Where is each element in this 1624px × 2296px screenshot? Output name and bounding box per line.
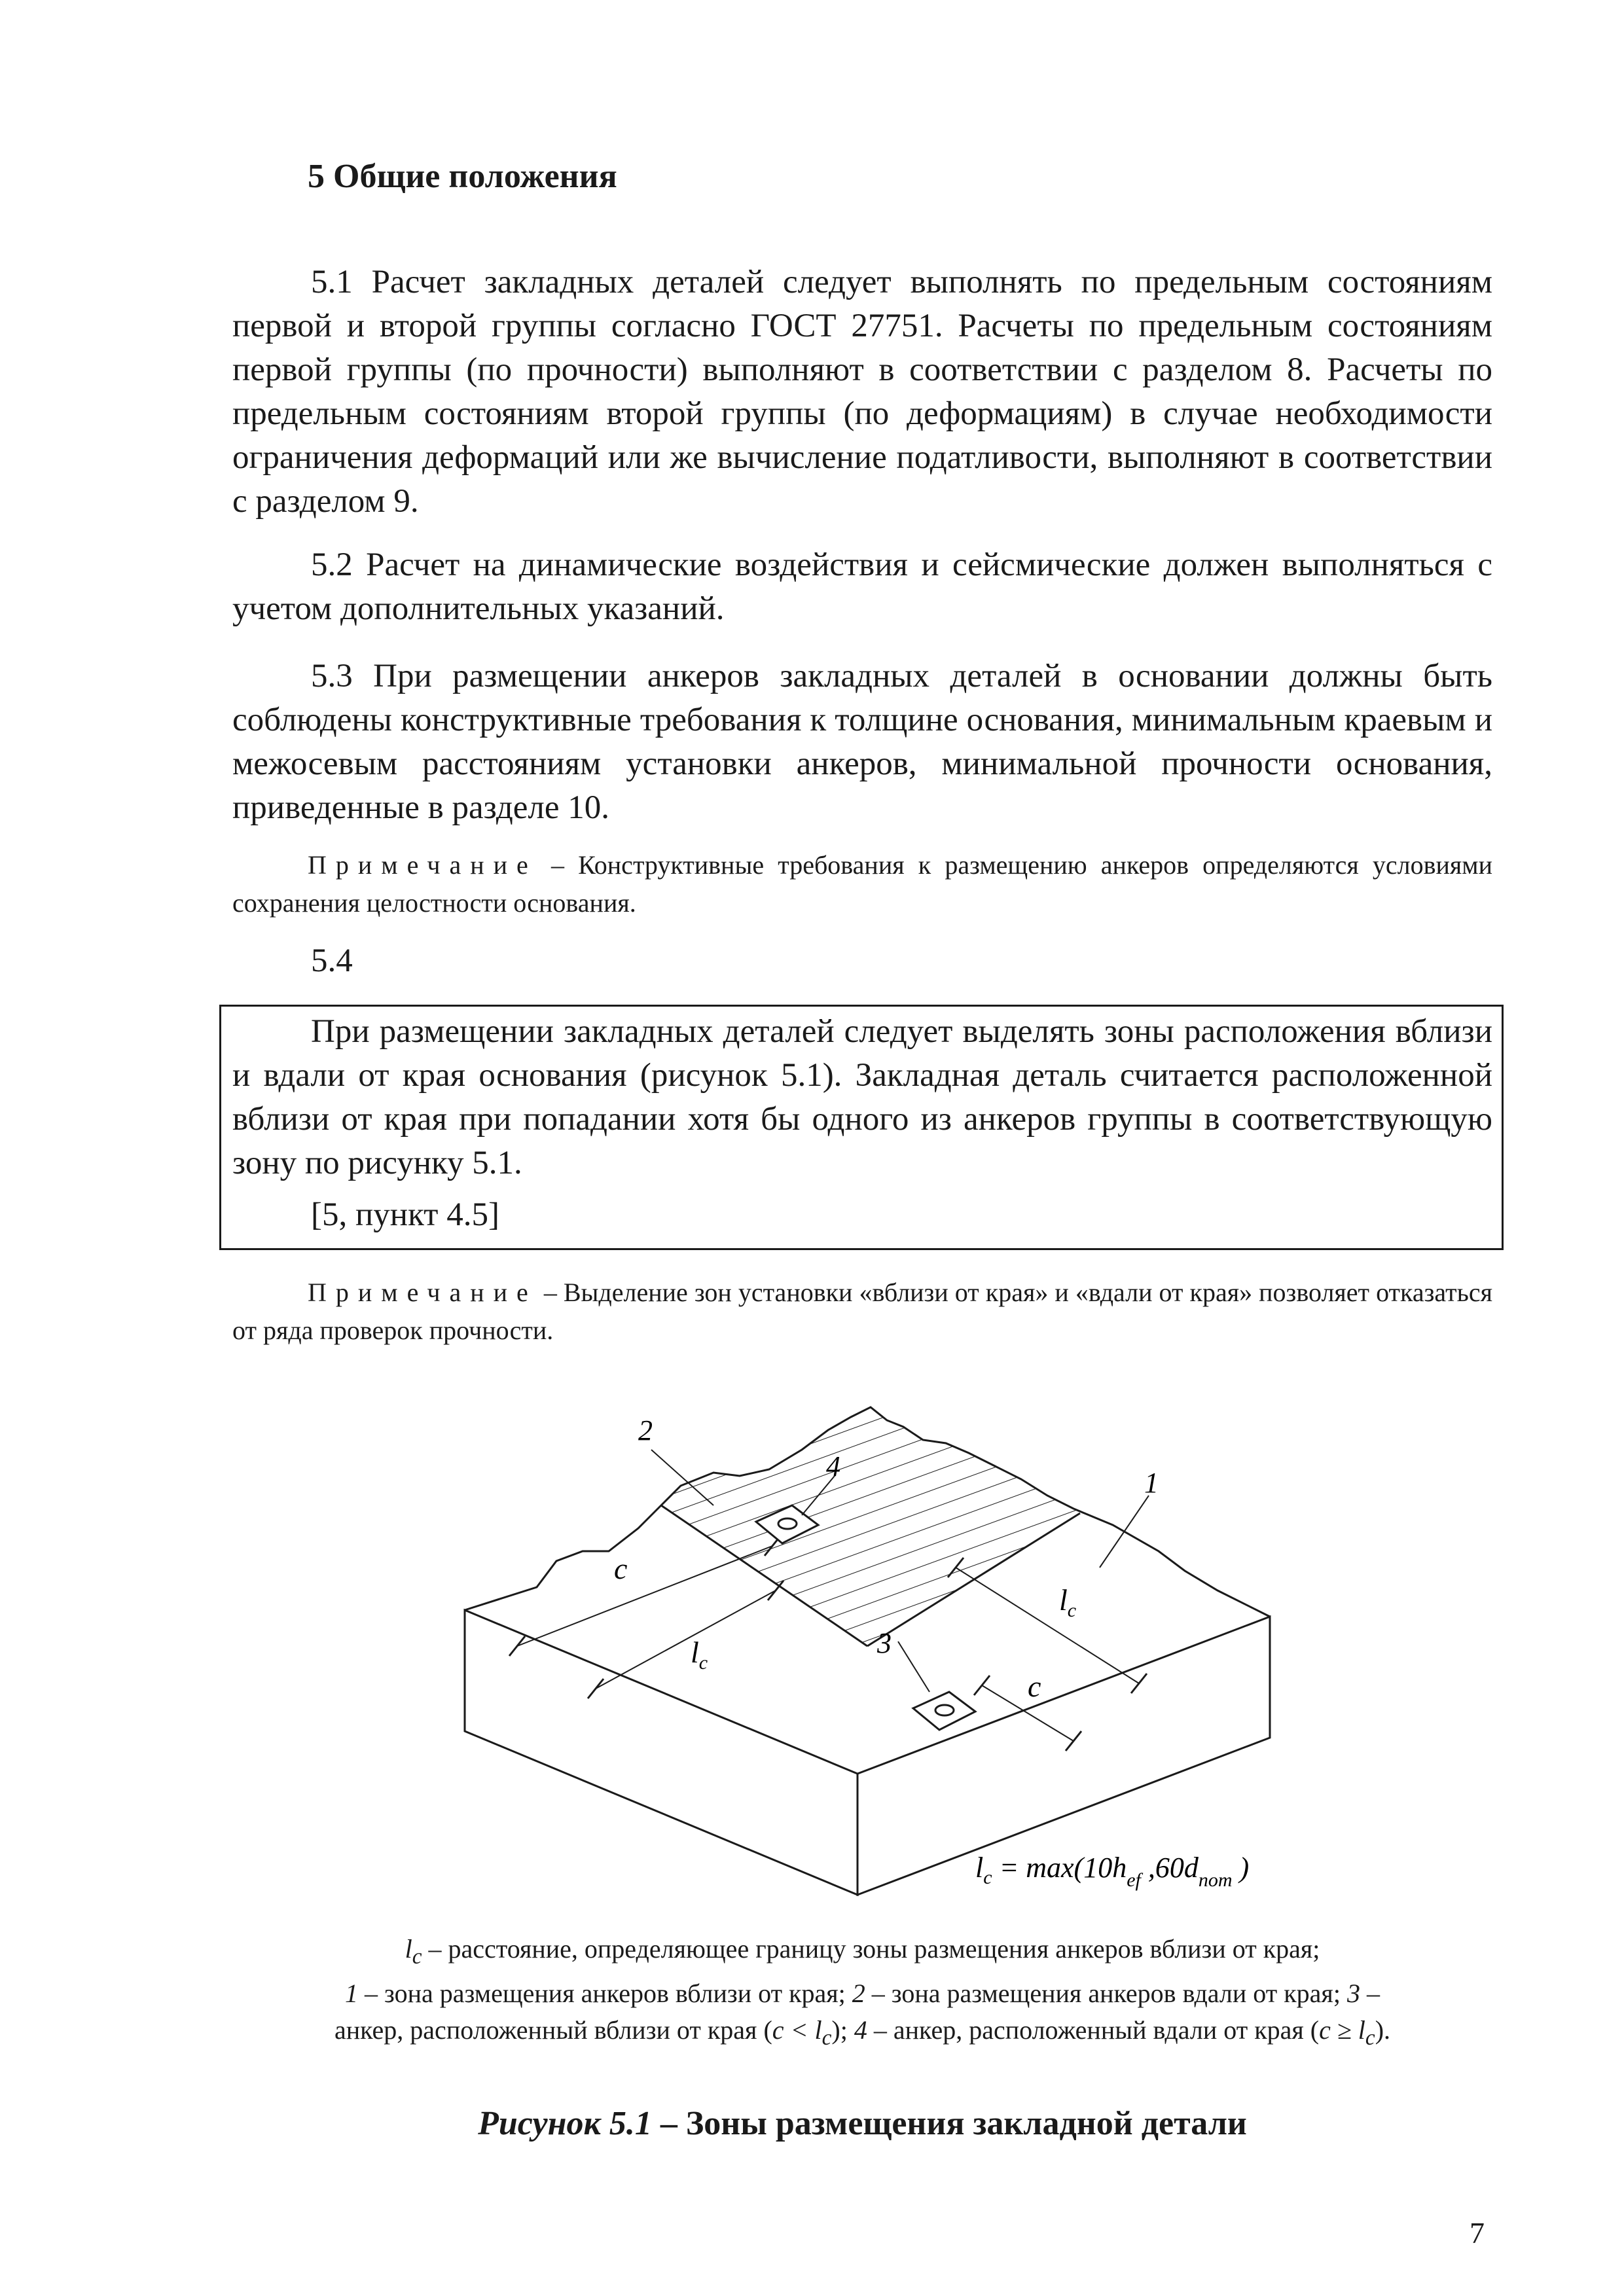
- dimension-lc-right: [956, 1568, 1139, 1683]
- box-reference: [5, пункт 4.5]: [311, 1196, 499, 1233]
- note-1-text: – Конструктивные требования к размещению анкеров определяются условиями сохранения целостности основания.: [232, 850, 1492, 918]
- anchor-plate-near: [913, 1692, 975, 1730]
- caption-line-2: 1 – зона размещения анкеров вблизи от края; 2 – зона размещения анкеров вдали от края; 3 –: [345, 1979, 1380, 2008]
- section-heading: 5 Общие положения: [308, 158, 617, 195]
- label-1: 1: [1144, 1467, 1159, 1499]
- label-c-right: c: [1028, 1670, 1041, 1703]
- figure-title-text: – Зоны размещения закладной детали: [651, 2105, 1247, 2142]
- label-2: 2: [638, 1414, 653, 1446]
- label-lc-right: $l_c$: [1059, 1583, 1077, 1621]
- figure-caption: [232, 1931, 1492, 2056]
- figure-title-label: Рисунок 5.1: [478, 2105, 652, 2142]
- paragraph-5-2-text: 5.2 Расчет на динамические воздействия и сейсмические должен выполняться с учетом дополнительных указаний.: [232, 547, 1492, 627]
- box-text: При размещении закладных деталей следует выделять зоны расположения вблизи и вдали от края основания (рисунок 5.1). Закладная деталь считается расположенной вблизи от края при попадании хотя бы одного из анкеров группы в соответствующую зону по рисунку 5.1.: [232, 1013, 1492, 1181]
- note-2-label: Примечание: [308, 1278, 537, 1307]
- paragraph-5-1-text: 5.1 Расчет закладных деталей следует выполнять по предельным состояниям первой и второй группы согласно ГОСТ 27751. Расчеты по предельным состояниям первой группы (по прочности) выполняют в соответствии с разделом 8. Расчеты по предельным состояниям второй группы (по деформациям) в случае необходимости ограничения деформаций или же вычисление податливости, выполняют в соответствии с разделом 9.: [232, 264, 1492, 520]
- label-c-left: c: [614, 1552, 628, 1585]
- paragraph-5-3-text: 5.3 При размещении анкеров закладных деталей в основании должны быть соблюдены конструктивные требования к толщине основания, минимальным краевым и межосевым расстояниям установки анкеров, минимальной прочности основания, приведенные в разделе 10.: [232, 658, 1492, 826]
- zone-far-from-edge: [661, 1407, 1080, 1646]
- note-2-text: – Выделение зон установки «вблизи от края» и «вдали от края» позволяет отказаться от ряда проверок прочности.: [232, 1278, 1492, 1345]
- label-lc-left: $l_c$: [691, 1636, 708, 1674]
- page-number: 7: [1470, 2216, 1485, 2250]
- leader-line-1: [1100, 1496, 1149, 1568]
- label-3: 3: [877, 1627, 892, 1659]
- formula-lc: $l_c = \max(10h_{ef}$ $,60d_{nom}$ ): [975, 1852, 1250, 1891]
- label-4: 4: [826, 1450, 840, 1482]
- leader-line-3: [898, 1641, 929, 1692]
- figure-title: [232, 2104, 1492, 2143]
- caption-line-3: анкер, расположенный вблизи от края $(c < l_c)$; 4 – анкер, расположенный вдали от края $(c \ge l_c)$.: [334, 2015, 1391, 2050]
- caption-line-1: $l_c$ – расстояние, определяющее границу зоны размещения анкеров вблизи от края;: [405, 1934, 1320, 1969]
- paragraph-5-4-label: 5.4: [311, 942, 353, 979]
- note-1-label: Примечание: [308, 850, 537, 880]
